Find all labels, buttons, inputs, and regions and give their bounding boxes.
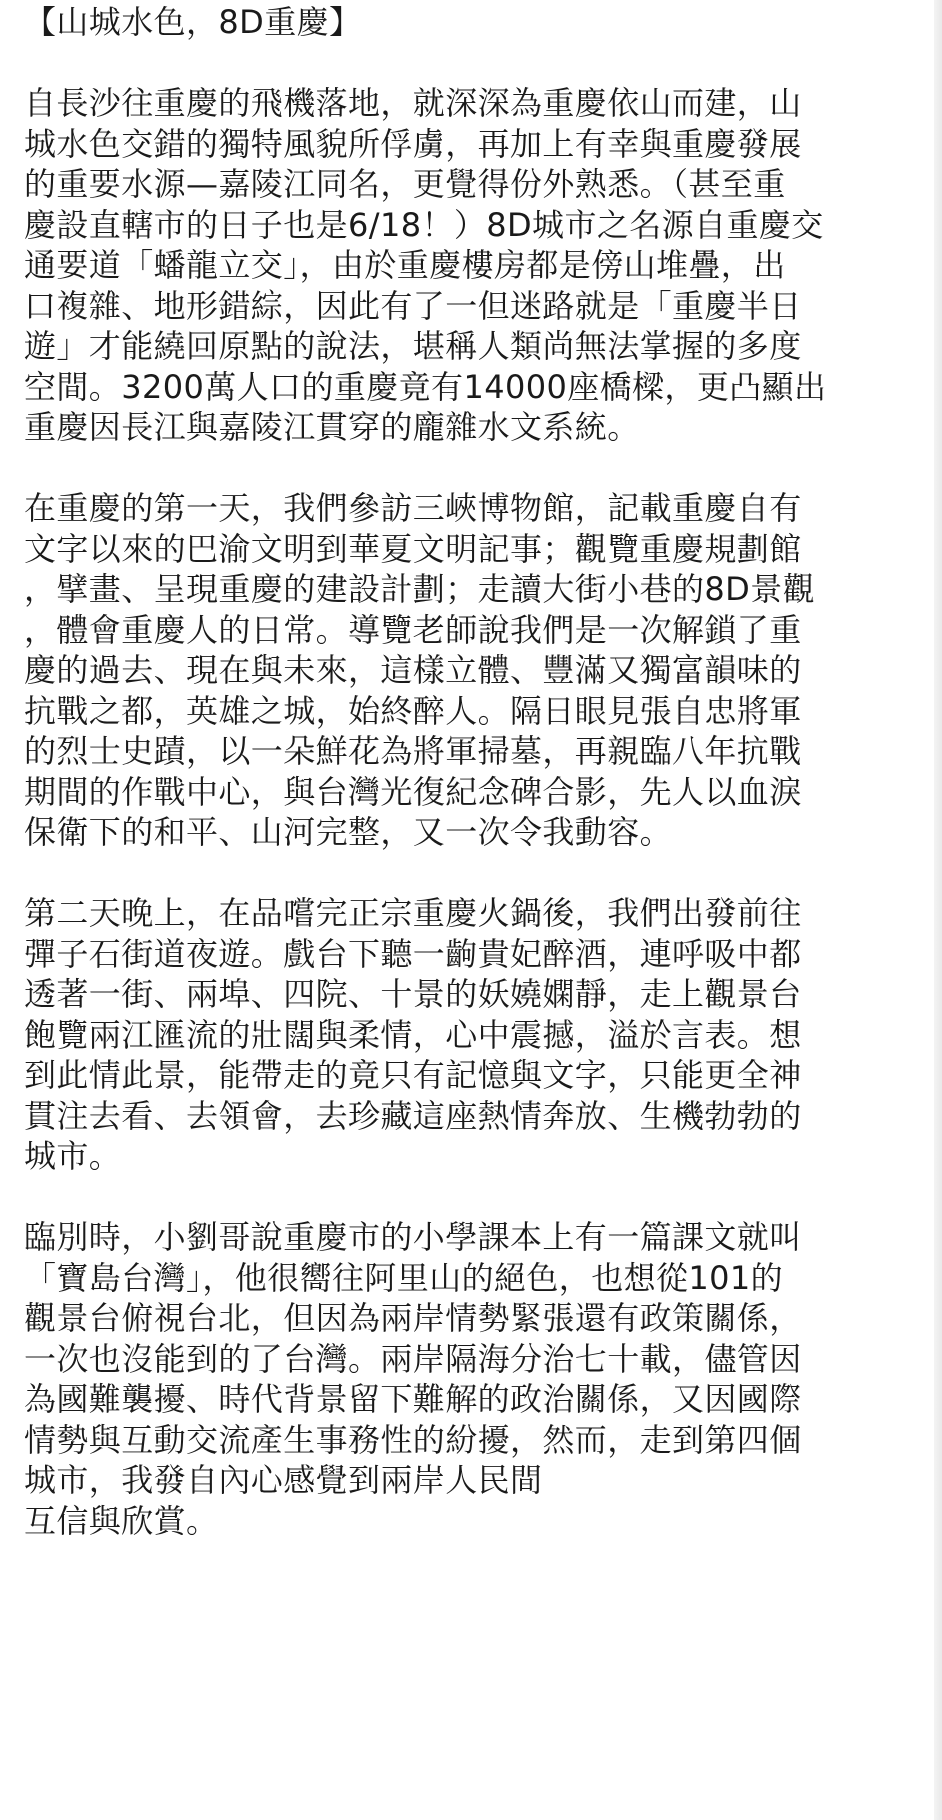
- text-line: 在重慶的第一天，我們參訪三峽博物館，記載重慶自有: [24, 489, 802, 527]
- text-line: 第二天晚上，在品嚐完正宗重慶火鍋後，我們出發前往: [24, 894, 802, 932]
- text-line: ，體會重慶人的日常。導覽老師說我們是一次解鎖了重: [24, 610, 802, 649]
- paragraph-4: [24, 1217, 924, 1541]
- text-line: 文字以來的巴渝文明到華夏文明記事；觀覽重慶規劃館: [24, 529, 802, 568]
- article-title: 【山城水色，8D重慶】: [24, 3, 362, 41]
- text-line: 彈子石街道夜遊。戲台下聽一齣貴妃醉酒，連呼吸中都: [24, 934, 802, 973]
- text-line: 慶設直轄市的日子也是6/18！）8D城市之名源自重慶交: [24, 205, 824, 244]
- text-line: 「寶島台灣」，他很嚮往阿里山的絕色，也想從101的: [24, 1258, 784, 1297]
- text-line: 到此情此景，能帶走的竟只有記憶與文字，只能更全神: [24, 1056, 802, 1094]
- text-line: 透著一街、兩埠、四院、十景的妖嬈嫻靜，走上觀景台: [24, 975, 802, 1013]
- text-line: 一次也沒能到的了台灣。兩岸隔海分治七十載，儘管因: [24, 1339, 802, 1378]
- text-line: 情勢與互動交流產生事務性的紛擾，然而，走到第四個: [24, 1420, 802, 1459]
- paragraph-gap: [24, 43, 924, 84]
- scrollbar-edge[interactable]: [934, 0, 942, 1820]
- paragraph-gap: [24, 448, 924, 489]
- text-line: 自長沙往重慶的飛機落地，就深深為重慶依山而建，山: [24, 84, 802, 122]
- text-line: 保衛下的和平、山河完整，又一次令我動容。: [24, 813, 673, 851]
- paragraph-3: [24, 893, 924, 1177]
- text-line: ，擘畫、呈現重慶的建設計劃；走讀大街小巷的8D景觀: [24, 570, 816, 608]
- text-line: 慶的過去、現在與未來，這樣立體、豐滿又獨富韻味的: [24, 651, 802, 689]
- text-line: 通要道「蟠龍立交」，由於重慶樓房都是傍山堆疊，出: [24, 246, 786, 284]
- text-line: 城市。: [24, 1137, 122, 1175]
- text-line: 的烈士史蹟，以一朵鮮花為將軍掃墓，再親臨八年抗戰: [24, 732, 802, 770]
- paragraph-gap: [24, 1177, 924, 1218]
- text-line: 城水色交錯的獨特風貌所俘虜，再加上有幸與重慶發展: [24, 124, 802, 163]
- text-line: 觀景台俯視台北，但因為兩岸情勢緊張還有政策關係，: [24, 1299, 802, 1337]
- text-line: 飽覽兩江匯流的壯闊與柔情，心中震撼，溢於言表。想: [24, 1015, 802, 1054]
- text-line: 城市，我發自內心感覺到兩岸人民間: [24, 1461, 543, 1499]
- text-line: 貫注去看、去領會，去珍藏這座熱情奔放、生機勃勃的: [24, 1096, 802, 1135]
- paragraph-2: [24, 488, 924, 853]
- text-line: 重慶因長江與嘉陵江貫穿的龐雜水文系統。: [24, 408, 640, 446]
- text-line: 抗戰之都，英雄之城，始終醉人。隔日眼見張自忠將軍: [24, 691, 802, 730]
- article-body: [24, 2, 924, 1541]
- text-line: 的重要水源—嘉陵江同名，更覺得份外熟悉。（甚至重: [24, 165, 786, 203]
- text-line: 為國難襲擾、時代背景留下難解的政治關係，又因國際: [24, 1380, 802, 1418]
- text-line: 臨別時，小劉哥說重慶市的小學課本上有一篇課文就叫: [24, 1218, 802, 1256]
- text-line: 期間的作戰中心，與台灣光復紀念碑合影，先人以血淚: [24, 772, 802, 811]
- text-line: 互信與欣賞。: [24, 1501, 219, 1540]
- text-line: 遊」才能繞回原點的說法，堪稱人類尚無法掌握的多度: [24, 327, 802, 365]
- text-line: 空間。3200萬人口的重慶竟有14000座橋樑，更凸顯出: [24, 367, 827, 406]
- paragraph-1: [24, 83, 924, 448]
- paragraph-gap: [24, 853, 924, 894]
- text-line: 口複雜、地形錯綜，因此有了一但迷路就是「重慶半日: [24, 286, 802, 325]
